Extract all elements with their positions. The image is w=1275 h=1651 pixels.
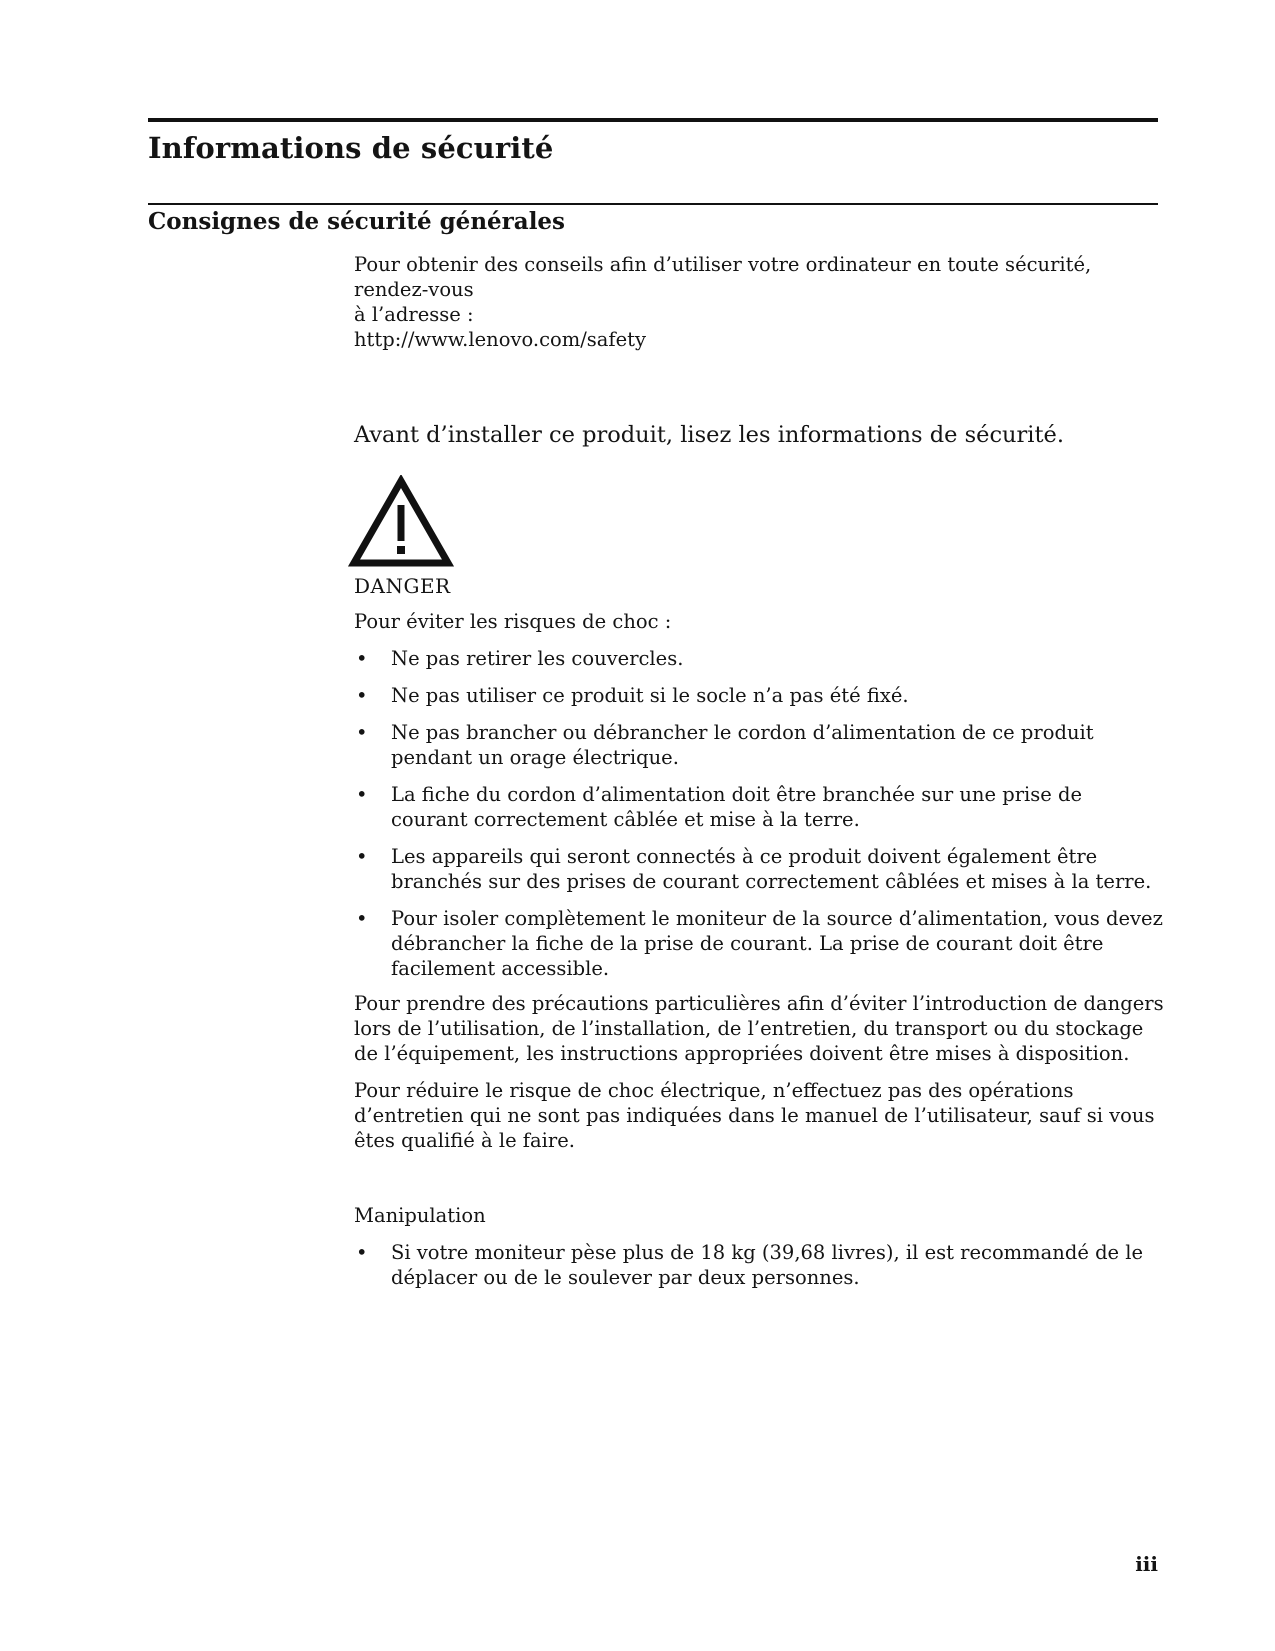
danger-label: DANGER xyxy=(354,574,451,598)
intro-line-1: Pour obtenir des conseils afin d’utiliser votre ordinateur en toute sécurité, rendez-vous xyxy=(354,253,1092,301)
list-item-text: Ne pas brancher ou débrancher le cordon d’alimentation de ce produit pendant un orage électrique. xyxy=(391,721,1094,769)
list-item xyxy=(354,906,1164,981)
list-item-text: La fiche du cordon d’alimentation doit être branchée sur une prise de courant correctement câblée et mise à la terre. xyxy=(391,783,1083,831)
precautions-paragraph: Pour prendre des précautions particulières afin d’éviter l’introduction de dangers lors de l’utilisation, de l’installation, de l’entretien, du transport ou du stockage de l’équipement, les instructions appropriées doivent être mises à disposition. xyxy=(354,992,1164,1065)
list-item xyxy=(354,646,1164,671)
list-item xyxy=(354,782,1164,832)
bullet: • xyxy=(356,845,368,868)
list-item xyxy=(354,844,1164,894)
maintenance-paragraph: Pour réduire le risque de choc électrique, n’effectuez pas des opérations d’entretien qui ne sont pas indiquées dans le manuel de l’utilisateur, sauf si vous êtes qualifié à le faire. xyxy=(354,1079,1155,1152)
list-item-text: Si votre moniteur pèse plus de 18 kg (39,68 livres), il est recommandé de le déplacer ou de le soulever par deux personnes. xyxy=(391,1241,1144,1289)
bullet: • xyxy=(356,684,368,707)
section-title: Consignes de sécurité générales xyxy=(148,208,566,235)
list-item xyxy=(354,683,1164,708)
safety-notice: Avant d’installer ce produit, lisez les informations de sécurité. xyxy=(354,422,1065,448)
page-title: Informations de sécurité xyxy=(148,131,554,165)
bullet: • xyxy=(356,721,368,744)
list-item xyxy=(354,720,1164,770)
list-item-text: Ne pas utiliser ce produit si le socle n’a pas été fixé. xyxy=(391,684,909,707)
list-item-text: Pour isoler complètement le moniteur de la source d’alimentation, vous devez débrancher la fiche de la prise de courant. La prise de courant doit être facilement accessible. xyxy=(391,907,1163,980)
handling-title: Manipulation xyxy=(354,1204,486,1227)
bullet: • xyxy=(356,647,368,670)
shock-intro: Pour éviter les risques de choc : xyxy=(354,610,672,633)
list-item-text: Les appareils qui seront connectés à ce produit doivent également être branchés sur des prises de courant correctement câblées et mises à la terre. xyxy=(391,845,1152,893)
bullet: • xyxy=(356,1241,368,1264)
handling-list xyxy=(354,1240,1164,1302)
warning-triangle-icon xyxy=(348,475,454,571)
danger-list xyxy=(354,646,1164,993)
heading-rule xyxy=(148,118,1158,122)
bullet: • xyxy=(356,907,368,930)
page-number: iii xyxy=(1135,1552,1158,1576)
list-item xyxy=(354,1240,1164,1290)
intro-paragraph xyxy=(354,252,1164,352)
intro-line-2: à l’adresse : xyxy=(354,303,474,326)
safety-url-link[interactable]: http://www.lenovo.com/safety xyxy=(354,328,647,351)
bullet: • xyxy=(356,783,368,806)
list-item-text: Ne pas retirer les couvercles. xyxy=(391,647,684,670)
